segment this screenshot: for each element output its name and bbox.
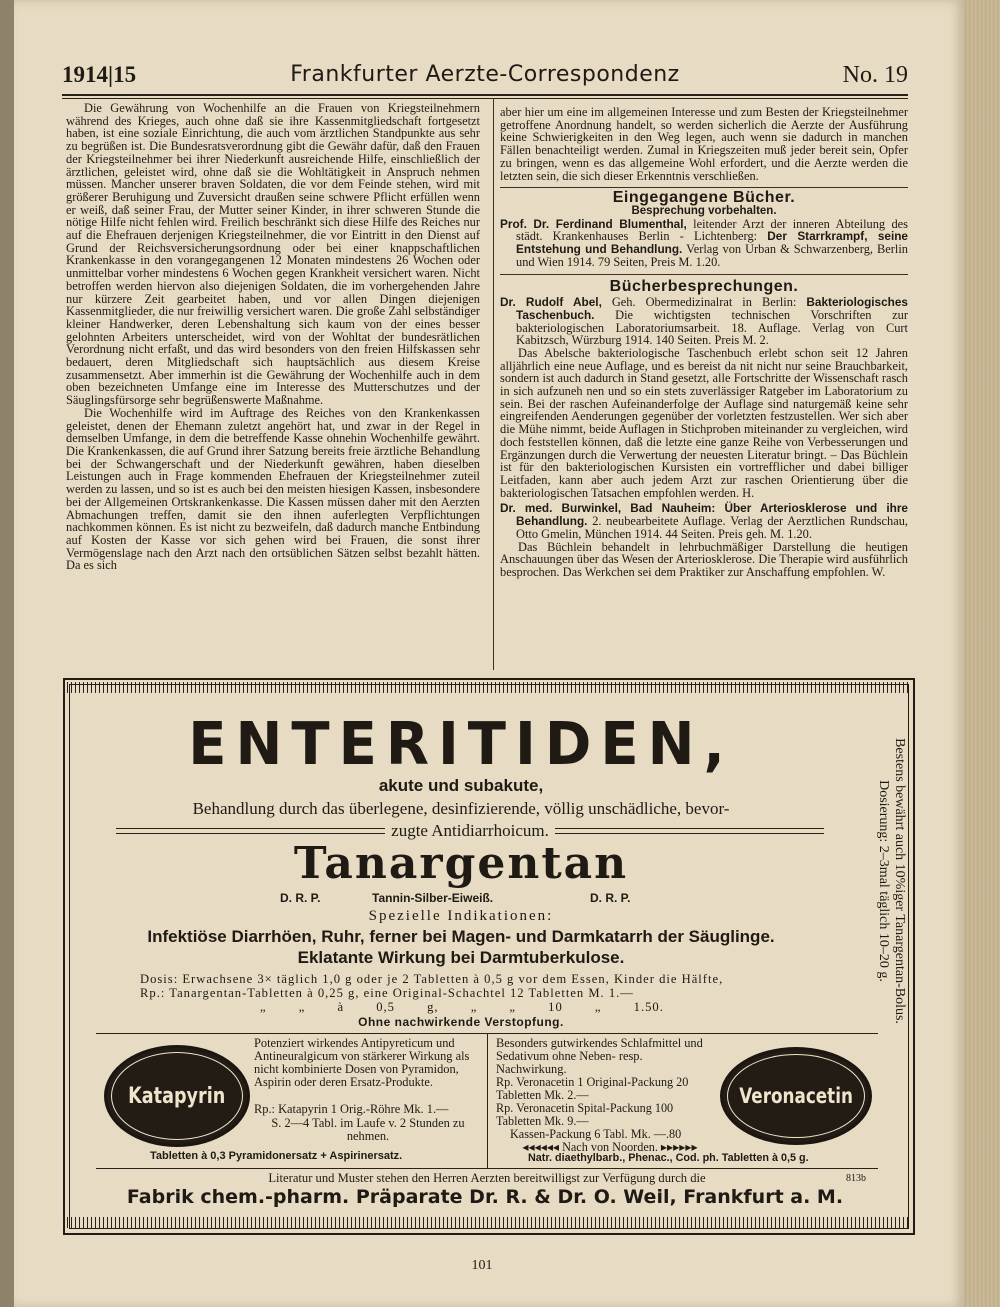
received-books-title: Eingegangene Bücher. (612, 189, 796, 207)
journal-title: Frankfurter Aerzte-Correspondenz (290, 62, 680, 87)
review-2-text: 2. neubearbeitete Auflage. Verlag der Aerztlichen Rundschau, Otto Gmelin, München 1914. 44 Seiten. Preis geh. M. 1.20. (516, 514, 908, 541)
veronacetin-footer: Natr. diaethylbarb., Phenac., Cod. ph. Tabletten à 0,5 g. (528, 1152, 809, 1164)
veronacetin-logo-text: Veronacetin (739, 1084, 853, 1108)
ad-subtitle-2: Behandlung durch das überlegene, desinfizierende, völlig unschädliche, bevor- (192, 799, 730, 818)
received-author: Prof. Dr. Ferdinand Blumenthal, (500, 216, 687, 231)
section-rule (500, 274, 908, 275)
indication-2: Eklatante Wirkung bei Darmtuberkulose. (297, 948, 625, 967)
katapyrin-footer: Tabletten à 0,3 Pyramidonersatz + Aspirinersatz. (150, 1150, 403, 1162)
no-constipation: Ohne nachwirkende Verstopfung. (358, 1015, 564, 1029)
review-1-author: Dr. Rudolf Abel, (500, 295, 602, 310)
veronacetin-rp-4: ◂◂◂◂◂◂ Nach von Noorden. ▸▸▸▸▸▸ (522, 1140, 698, 1154)
veronacetin-description: Besonders gutwirkendes Schlafmittel und Sedativum ohne Neben- resp. Nachwirkung. (496, 1036, 703, 1076)
review-2-book: Über Arteriosklerose und ihre Behandlung. (516, 501, 908, 529)
received-books-sub: Besprechung vorbehalten. (631, 204, 777, 217)
page-edges (964, 0, 1000, 1307)
review-2-entry (500, 502, 908, 540)
ad-bottom-rule (96, 1168, 878, 1169)
left-paragraph-1: Die Gewährung von Wochenhilfe an die Frauen von Kriegsteilnehmern während des Krieges, auch ohne daß sie ihre Kassenmitgliedschaft fortgesetzt haben, ist eine soziale Einrichtung, die auch vom ärztlichen Standpunkte aus sehr zu begrüßen ist. Die Bundesratsverordnung gibt die Gewähr dafür, daß den Frauen der Kriegsteilnehmer bei ihrer Niederkunft ausreichende Hilfe, einschließlich der ärztlichen, geleistet wird, ohne daß sie die Wohltätigkeit in Anspruch nehmen müssen. Mancher unserer braven Soldaten, die vor dem Feinde stehen, wird mit größerer Beruhigung und Zuversicht draußen seine schwere Pflicht erfüllen wenn er weiß, daß seiner Frau, der Mutter seiner Kinder, in ihrer schweren Stunde die nötige Hilfe nicht fehlen wird. Freilich beschränkt sich diese Hilfe des Reiches nur auf die Ehefrauen derjenigen Kriegsteilnehmer, die vor Eintritt in den Dienst auf Grund der Reichsversicherungsordnung oder bei einer knappschaftlichen Krankenkasse in den vorangegangenen 12 Monaten mindestens 26 Wochen oder unmittelbar vorher mindestens 6 Wochen gegen Krankheit versichert waren. Nicht betroffen werden hiervon also diejenigen Soldaten, die im vorhergehenden Jahre nur kürzere Zeit gearbeitet haben, und vor allen Dingen diejenigen Kassenmitglieder, die nur freiwillig versichert waren. Die große Zahl selbständiger kleiner Handwerker, deren Lebenshaltung sich kaum von der eines besser gelohnten Arbeiters unterscheidet, wird von der Wohltat der bundesrätlichen Verordnung nicht erfaßt, und das wird besonders von den freien Hilfskassen sehr bedauert, deren Mitgliedschaft sich hauptsächlich aus diesem Kreise zusammensetzt. Aber immerhin ist die Gewährung der Wochenhilfe auch in dem oben bezeichneten Umfange eine im Interesse des Mutterschutzes und der Säuglingsfürsorge sehr begrüßenswerte Maßnahme. (66, 101, 480, 408)
side-text-block (876, 715, 910, 1045)
drp-right: D. R. P. (590, 891, 631, 905)
dosage-line-1: Dosis: Erwachsene 3× täglich 1,0 g oder je 2 Tabletten à 0,5 g vor dem Essen, Kinder die Hälfte, (140, 972, 724, 986)
left-paragraph-2: Die Wochenhilfe wird im Auftrage des Reiches von den Krankenkassen geleistet, denen der Ehemann zuletzt angehört hat, und zwar in der Regel in demselben Umfange, in dem die betreffende Kasse ohnehin Wochenhilfe gewährt. Die Krankenkassen, die auf Grund ihrer Satzung bereits freie ärztliche Behandlung bei der Schwangerschaft und der Niederkunft gewähren, haben dieselben Leistungen auch in Frage kommenden Ehefrauen der Kriegsteilnehmer zuteil werden zu lassen, und so ist es auch bei den meisten hiesigen Kassen, insbesondere bei der Allgemeinen Ortskrankenkasse. Die Kassen müssen daher mit den Aerzten Abmachungen treffen, damit sie den ihnen auferlegten Verpflichtungen nachkommen können. Es ist nicht zu bezweifeln, daß dadurch manche Entbindung auf Kosten der Kasse vor sich gehen wird bei Frauen, die sonst ihrer Vermögenslage nach den Arzt nach den ortsüblichen Sätzen selbst bezahlt hätten. Da es sich (66, 405, 480, 573)
header-year: 1914|15 (62, 62, 137, 87)
ad-headline: ENTERITIDEN, (188, 710, 734, 779)
column-divider (493, 98, 494, 670)
issue-number: No. 19 (842, 62, 908, 88)
review-1-body: Das Abelsche bakteriologische Taschenbuch erlebt schon seit 12 Jahren alljährlich eine neue Auflage, und es bereist da nit nicht nur seine Brauchbarkeit, sondern ist auch dadurch in Stand gesetzt, alle Fortschritte der Wissenschaft rasch in sich aufzuneh nen und so ein stets zuverlässiger Ratgeber im Laboratorium zu sein. Bei der raschen Aufeinanderfolge der Auflage sind naturgemäß keine sehr eingreifenden Aenderungen gegenüber der vorletzten festzustellen. Wer sich aber die Mühe nimmt, beide Auflagen in Stichproben miteinander zu vergleichen, wird doch feststellen können, daß die letzte eine ganze Reihe von Verbesserungen und Ergänzungen durch die Verwertung der neuesten Literatur bringt. – Das Büchlein ist für den bakteriologischen Kursisten ein vortrefflicher und dabei billiger Leitfaden, kann aber auch jedem Arzt zur raschen Orientierung über die bakteriologischen Tatsachen empfohlen werden. H. (500, 345, 908, 500)
book-spine (0, 0, 14, 1307)
received-text-2: Verlag von Urban & Schwarzenberg, Berlin und Wien 1914. 79 Seiten, Preis M. 1.20. (516, 242, 909, 269)
side-rotated-text: Bestens bewährt auch 10%iger Tanargentan-Bolus. Dosierung: 2–3mal täglich 10–20 g. (876, 738, 907, 1024)
ad-code: 813b (846, 1173, 866, 1184)
ad-hatch-bottom (63, 1217, 911, 1228)
literature-note: Literatur und Muster stehen den Herren Aerzten bereitwilligst zur Verfügung durch die (268, 1171, 706, 1185)
product-name: Tanargentan (293, 838, 629, 889)
reviews-title: Bücherbesprechungen. (609, 278, 799, 296)
running-header (62, 62, 908, 92)
product-composition: Tannin-Silber-Eiweiß. (372, 891, 494, 905)
section-rule (500, 187, 908, 188)
review-1-text-1: Geh. Obermedizinalrat in Berlin: (601, 295, 807, 310)
dosage-line-3: „ „ à 0,5 g, „ „ 10 „ 1.50. (260, 1000, 664, 1014)
veronacetin-logo (720, 1047, 872, 1145)
manufacturer-name: Fabrik chem.-pharm. Präparate Dr. R. & Dr. O. Weil, Frankfurt a. M. (126, 1186, 844, 1208)
review-1-entry (500, 296, 908, 347)
ad-mid-divider (487, 1034, 488, 1168)
katapyrin-rp-2: S. 2—4 Tabl. im Laufe v. 2 Stunden zu nehmen. (271, 1116, 465, 1143)
katapyrin-rp-1: Rp.: Katapyrin 1 Orig.-Röhre Mk. 1.— (254, 1102, 449, 1116)
indications-heading: Spezielle Indikationen: (368, 908, 554, 924)
received-book-title: Der Starrkrampf, seine Entstehung und Behandlung. (516, 229, 908, 257)
ad-subtitle-3: zugte Antidiarrhoicum. (391, 821, 549, 840)
drp-left: D. R. P. (280, 891, 321, 905)
review-1-text-2: Die wichtigsten technischen Vorschriften zur bakteriologischen Laboratoriumsarbeit. 18. Auflage. Verlag von Curt Kabitzsch, Würzburg 1914. 140 Seiten. Preis M. 2. (516, 307, 908, 348)
received-book-entry (500, 218, 908, 269)
review-2-body: Das Büchlein behandelt in lehrbuchmäßiger Darstellung die heutigen Anschauungen über das Wesen der Arteriosklerose. Die Therapie wird ausführlich besprochen. Das Werkchen sei dem Praktiker zur Anschaffung empfohlen. W. (500, 539, 908, 579)
veronacetin-rp-1: Rp. Veronacetin 1 Original-Packung 20 Tabletten Mk. 2.— (496, 1075, 689, 1102)
ad-hatch-top (63, 682, 911, 693)
left-column (66, 102, 480, 572)
katapyrin-logo-text: Katapyrin (128, 1083, 226, 1109)
ad-subtitle-1: akute und subakute, (378, 776, 544, 795)
header-rule (62, 94, 908, 99)
indication-1: Infektiöse Diarrhöen, Ruhr, ferner bei Magen- und Darmkatarrh der Säuglinge. (147, 927, 775, 946)
review-2-author: Dr. med. Burwinkel, Bad Nauheim: (500, 501, 716, 516)
katapyrin-description: Potenziert wirkendes Antipyreticum und Antineuralgicum von stärkerer Wirkung als nicht kombinierte Dosen von Pyramidon, Aspirin oder deren Ersatz-Produkte. (254, 1036, 470, 1089)
dosage-line-2: Rp.: Tanargentan-Tabletten à 0,25 g, eine Original-Schachtel 12 Tabletten M. 1.— (140, 986, 634, 1000)
right-intro: aber hier um eine im allgemeinen Interesse und zum Besten der Kriegsteilnehmer getroffene Anordnung handelt, so werden sicherlich die Aerzte der Ausführung keine Schwierigkeiten in den Weg legen, auch wenn sie dadurch in manchen Fällen benachteiligt werden. Zumal in Kriegszeiten muß jeder bereit sein, Opfer zu bringen, wenn es das allgemeine Wohl erfordert, und die Aerzte werden die letzten sein, die sich dieser Erkenntnis verschließen. (500, 105, 908, 183)
right-column (500, 106, 908, 579)
received-text-1: leitender Arzt der inneren Abteilung des städt. Krankenhauses Berlin - Lichtenberg: (516, 216, 908, 244)
katapyrin-logo (104, 1045, 250, 1147)
veronacetin-rp-3: Kassen-Packung 6 Tabl. Mk. —.80 (510, 1127, 682, 1141)
page-number: 101 (471, 1258, 493, 1273)
review-1-book: Bakteriologisches Taschenbuch. (516, 295, 908, 322)
veronacetin-rp-2: Rp. Veronacetin Spital-Packung 100 Tabletten Mk. 9.— (496, 1101, 674, 1128)
